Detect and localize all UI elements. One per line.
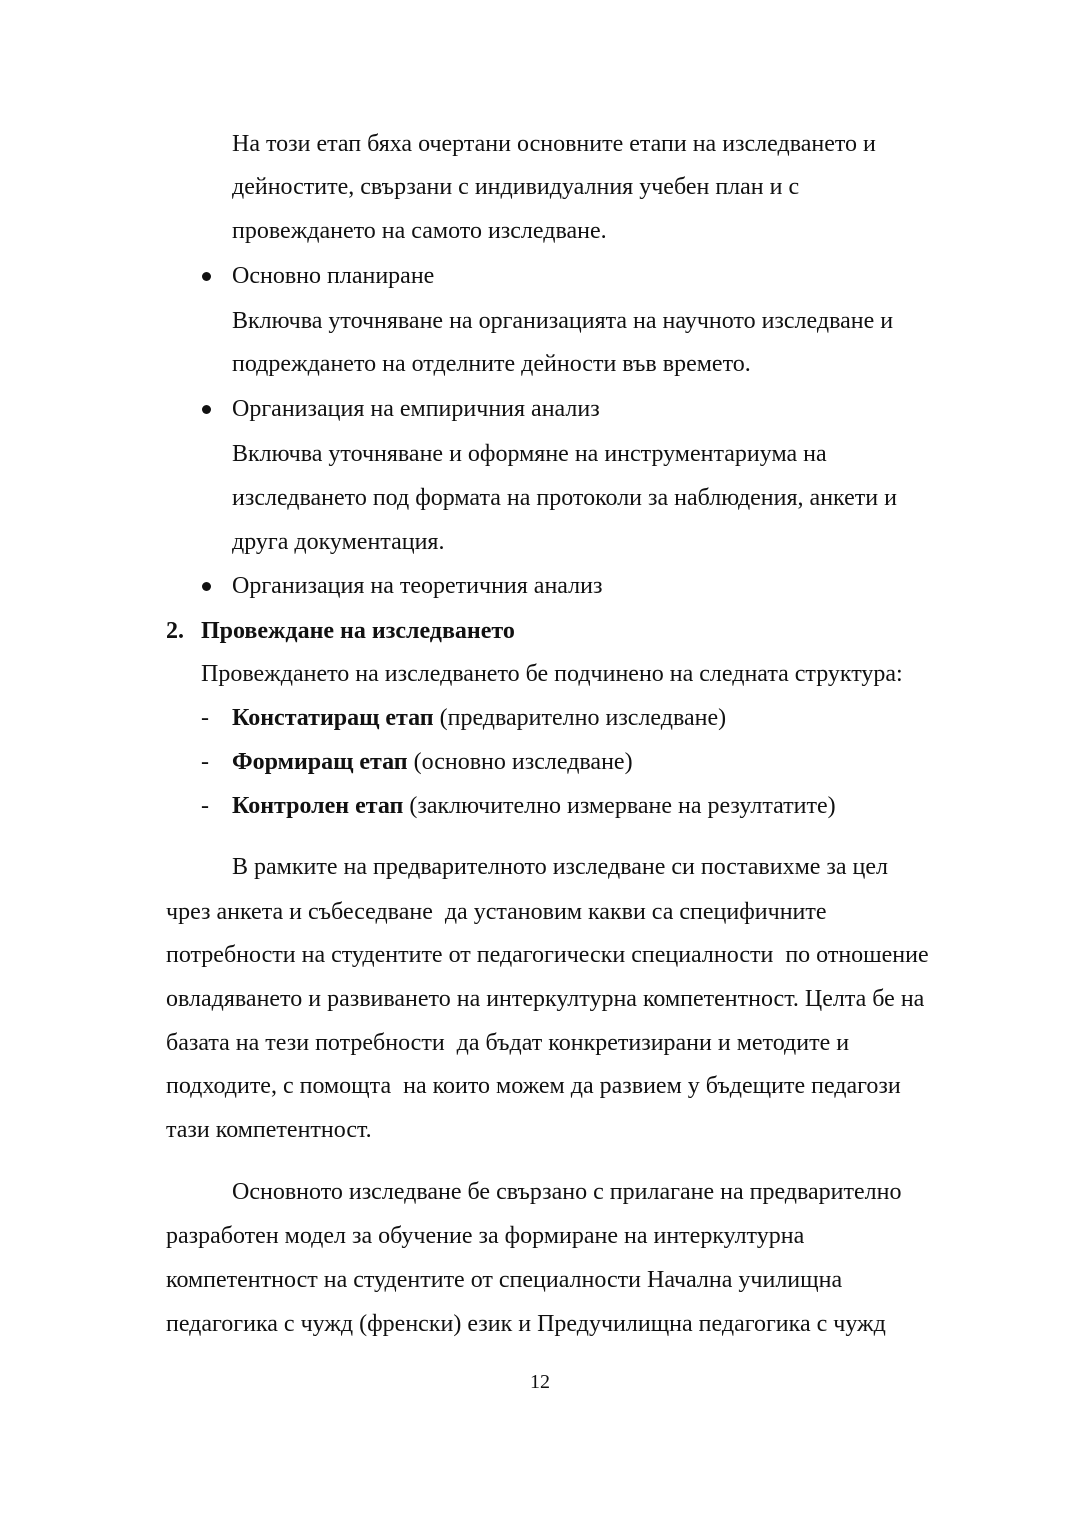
bullet-desc-2-line-3: друга документация. bbox=[232, 529, 445, 555]
stage-marker: - bbox=[201, 749, 209, 775]
intro-line-1: На този етап бяха очертани основните етапи на изследването и bbox=[232, 131, 876, 157]
bullet-desc-2-line-1: Включва уточняване и оформяне на инструментариума на bbox=[232, 441, 827, 467]
stage-item-2: Формиращ етап (основно изследване) bbox=[232, 749, 633, 775]
stage-item-3: Контролен етап (заключително измерване на резултатите) bbox=[232, 793, 836, 819]
intro-line-3: провеждането на самото изследване. bbox=[232, 218, 607, 244]
paragraph-1-line-5: базата на тези потребности да бъдат конкретизирани и методите и bbox=[166, 1030, 850, 1056]
bullet-label-2: Организация на емпиричния анализ bbox=[232, 396, 600, 422]
paragraph-2-line-1: Основното изследване бе свързано с прилагане на предварително bbox=[232, 1179, 902, 1205]
stage-item-1: Констатиращ етап (предварително изследване) bbox=[232, 705, 727, 731]
paragraph-2-line-2: разработен модел за обучение за формиране на интеркултурна bbox=[166, 1223, 805, 1249]
section-heading: Провеждане на изследването bbox=[201, 618, 515, 644]
bullet-icon bbox=[202, 272, 211, 281]
bullet-icon bbox=[202, 405, 211, 414]
section-intro: Провеждането на изследването бе подчинено на следната структура: bbox=[201, 661, 903, 687]
bullet-label-1: Основно планиране bbox=[232, 263, 435, 289]
bullet-label-3: Организация на теоретичния анализ bbox=[232, 573, 603, 599]
paragraph-2-line-3: компетентност на студентите от специалности Начална училищна bbox=[166, 1267, 843, 1293]
paragraph-1-line-4: овладяването и развиването на интеркултурна компетентност. Целта бе на bbox=[166, 986, 925, 1012]
stage-marker: - bbox=[201, 793, 209, 819]
bullet-desc-1-line-1: Включва уточняване на организацията на научното изследване и bbox=[232, 308, 894, 334]
paragraph-1-line-2: чрез анкета и събеседване да установим какви са специфичните bbox=[166, 899, 827, 925]
bullet-icon bbox=[202, 582, 211, 591]
intro-line-2: дейностите, свързани с индивидуалния учебен план и с bbox=[232, 174, 800, 200]
section-number: 2. bbox=[166, 618, 184, 644]
bullet-desc-1-line-2: подреждането на отделните дейности във времето. bbox=[232, 351, 751, 377]
paragraph-2-line-4: педагогика с чужд (френски) език и Предучилищна педагогика с чужд bbox=[166, 1311, 886, 1337]
bullet-desc-2-line-2: изследването под формата на протоколи за наблюдения, анкети и bbox=[232, 485, 897, 511]
paragraph-1-line-3: потребности на студентите от педагогически специалности по отношение bbox=[166, 942, 929, 968]
paragraph-1-line-1: В рамките на предварителното изследване си поставихме за цел bbox=[232, 854, 889, 880]
paragraph-1-line-7: тази компетентност. bbox=[166, 1117, 372, 1143]
page-number: 12 bbox=[530, 1371, 550, 1393]
paragraph-1-line-6: подходите, с помощта на които можем да развием у бъдещите педагози bbox=[166, 1073, 901, 1099]
stage-marker: - bbox=[201, 705, 209, 731]
